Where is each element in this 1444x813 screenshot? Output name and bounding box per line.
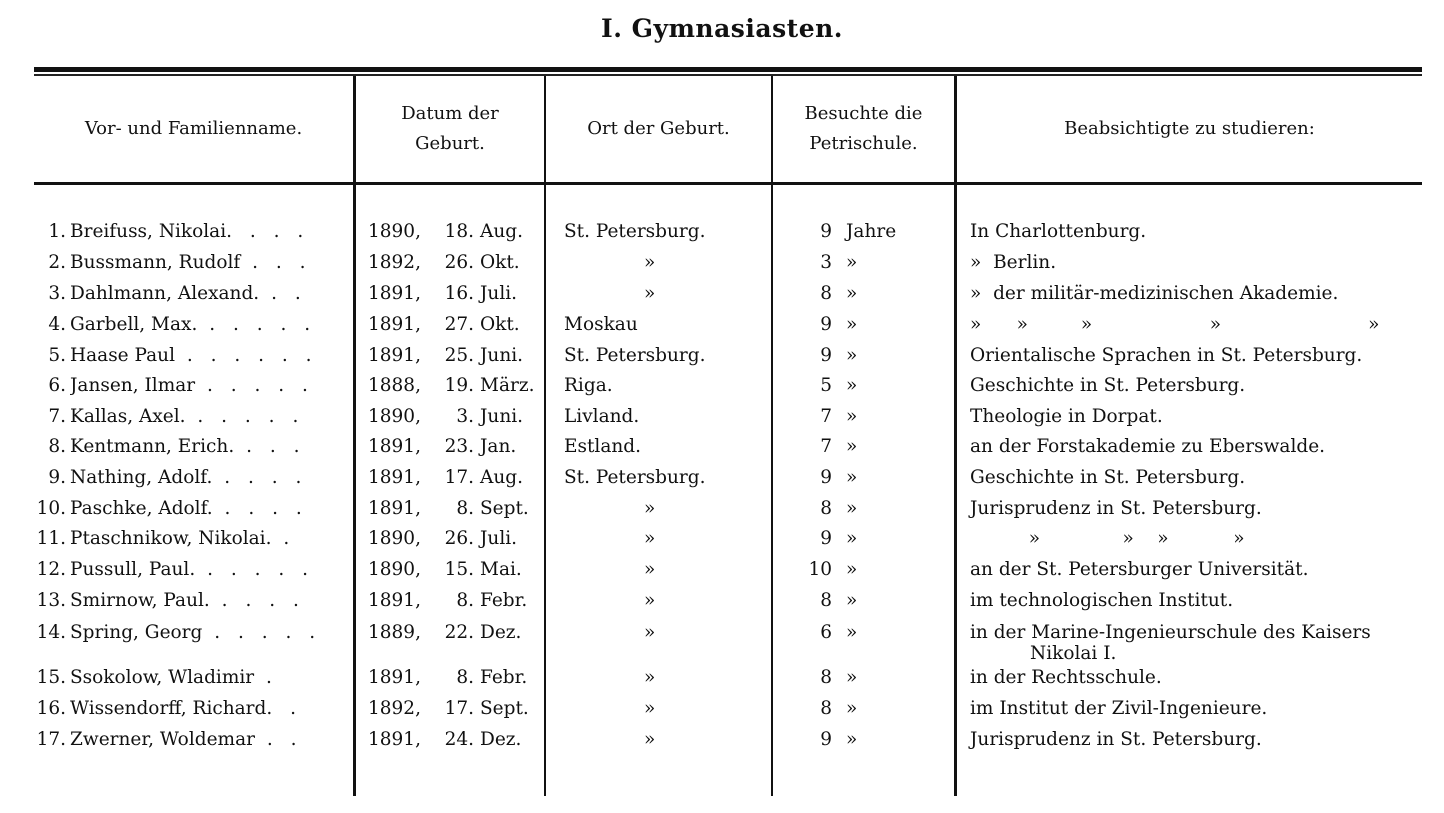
- school-years: 9: [820, 528, 832, 549]
- intended-study-text: in der Rechtsschule.: [970, 667, 1162, 688]
- birth-day: 18.: [444, 221, 474, 242]
- school-years-unit: »: [846, 729, 858, 750]
- birth-month: Aug.: [480, 221, 523, 242]
- birth-year: 1891,: [368, 498, 421, 519]
- school-years: 5: [820, 375, 832, 396]
- intended-study: [970, 557, 1430, 582]
- row-number: 3.: [48, 283, 66, 304]
- row-number: 10.: [36, 498, 66, 519]
- school-years: 7: [820, 406, 832, 427]
- student-name-text: Wissendorff, Richard: [70, 698, 267, 719]
- school-years-unit: »: [846, 406, 858, 427]
- leader-dots: . . . .: [209, 590, 305, 611]
- row-number: 13.: [36, 590, 66, 611]
- intended-study-text: » » » » »: [970, 314, 1380, 335]
- intended-study: [970, 727, 1430, 752]
- table-row: [0, 620, 1444, 664]
- row-number: 17.: [36, 729, 66, 750]
- leader-dots: . . . . . .: [175, 345, 318, 366]
- table-row: [0, 343, 1444, 368]
- birth-day: 27.: [444, 314, 474, 335]
- birth-place: »: [644, 622, 656, 643]
- birth-month: März.: [480, 375, 535, 396]
- birth-place: »: [644, 498, 656, 519]
- intended-study-text: im technologischen Institut.: [970, 590, 1234, 611]
- intended-study-text: Geschichte in St. Petersburg.: [970, 467, 1246, 488]
- student-name-text: Smirnow, Paul.: [70, 590, 210, 611]
- student-name: [70, 343, 342, 368]
- school-years-unit: »: [846, 698, 858, 719]
- birth-place: »: [644, 528, 656, 549]
- intended-study-text: Orientalische Sprachen in St. Petersburg.: [970, 345, 1363, 366]
- row-number: 15.: [36, 667, 66, 688]
- birth-month: Aug.: [480, 467, 523, 488]
- row-number: 1.: [48, 221, 66, 242]
- birth-year: 1891,: [368, 467, 421, 488]
- school-years-unit: »: [846, 345, 858, 366]
- intended-study-text: im Institut der Zivil-Ingenieure.: [970, 698, 1268, 719]
- header-birthdate-line1: Datum der: [401, 103, 499, 124]
- table-row: [0, 557, 1444, 582]
- row-number: 2.: [48, 252, 66, 273]
- birth-month: Jan.: [480, 436, 517, 457]
- header-school-years: [773, 76, 954, 182]
- student-name: [70, 312, 342, 337]
- student-name-text: Ptaschnikow, Nikolai.: [70, 528, 272, 549]
- intended-study: [970, 250, 1430, 275]
- intended-study: [970, 404, 1430, 429]
- table-row: [0, 588, 1444, 613]
- student-name: [70, 465, 342, 490]
- leader-dots: . . . . .: [197, 314, 317, 335]
- leader-dots: . . .: [234, 436, 306, 457]
- school-years: 9: [820, 729, 832, 750]
- birth-place: »: [644, 729, 656, 750]
- birth-place: St. Petersburg.: [564, 221, 706, 242]
- birth-day: 26.: [444, 528, 474, 549]
- intended-study-text: Theologie in Dorpat.: [970, 406, 1163, 427]
- row-number: 4.: [48, 314, 66, 335]
- intended-study: [970, 526, 1430, 551]
- birth-year: 1890,: [368, 528, 421, 549]
- header-birthplace: [546, 76, 771, 182]
- leader-dots: . .: [266, 698, 303, 719]
- school-years: 8: [820, 283, 832, 304]
- student-name: [70, 557, 342, 582]
- school-years: 9: [820, 467, 832, 488]
- header-birthdate-label: [401, 99, 499, 159]
- birth-month: Juli.: [480, 283, 518, 304]
- school-years: 3: [820, 252, 832, 273]
- birth-day: 22.: [444, 622, 474, 643]
- birth-place: »: [644, 252, 656, 273]
- intended-study: [970, 312, 1430, 337]
- intended-study-text: Jurisprudenz in St. Petersburg.: [970, 498, 1262, 519]
- leader-dots: . . . . .: [195, 559, 315, 580]
- student-name: [70, 281, 342, 306]
- birth-month: Febr.: [480, 667, 528, 688]
- birth-year: 1891,: [368, 667, 421, 688]
- birth-month: Okt.: [480, 252, 520, 273]
- school-years-unit: Jahre: [846, 221, 897, 242]
- intended-study: [970, 696, 1430, 721]
- student-name-text: Kentmann, Erich.: [70, 436, 235, 457]
- intended-study-text: » » » »: [970, 528, 1245, 549]
- birth-place: Riga.: [564, 375, 613, 396]
- school-years-unit: »: [846, 667, 858, 688]
- birth-year: 1888,: [368, 375, 421, 396]
- school-years-unit: »: [846, 375, 858, 396]
- table-top-rule: [34, 67, 1422, 72]
- header-birthdate-line2: Geburt.: [415, 133, 485, 154]
- intended-study-text: In Charlottenburg.: [970, 221, 1147, 242]
- student-name-text: Ssokolow, Wladimir: [70, 667, 255, 688]
- school-years-unit: »: [846, 622, 858, 643]
- student-name-text: Breifuss, Nikolai: [70, 221, 227, 242]
- birth-day: 25.: [444, 345, 474, 366]
- birth-place: »: [644, 698, 656, 719]
- leader-dots: . . . . .: [195, 375, 314, 396]
- student-name: [70, 496, 342, 521]
- intended-study: [970, 496, 1430, 521]
- birth-place: »: [644, 590, 656, 611]
- student-name: [70, 434, 342, 459]
- school-years: 6: [820, 622, 832, 643]
- student-name: [70, 665, 342, 690]
- birth-month: Dez.: [480, 729, 522, 750]
- birth-year: 1891,: [368, 345, 421, 366]
- student-name: [70, 250, 342, 275]
- school-years-unit: »: [846, 252, 858, 273]
- student-name: [70, 588, 342, 613]
- school-years-unit: »: [846, 498, 858, 519]
- birth-year: 1890,: [368, 559, 421, 580]
- table-header-rule: [34, 182, 1422, 185]
- row-number: 11.: [36, 528, 66, 549]
- intended-study: [970, 434, 1430, 459]
- school-years: 8: [820, 590, 832, 611]
- birth-month: Mai.: [480, 559, 522, 580]
- school-years-unit: »: [846, 436, 858, 457]
- table-row: [0, 219, 1444, 244]
- leader-dots: . . .: [240, 252, 312, 273]
- birth-month: Febr.: [480, 590, 528, 611]
- intended-study: [970, 620, 1430, 663]
- birth-month: Sept.: [480, 698, 529, 719]
- row-number: 14.: [36, 622, 66, 643]
- student-name-text: Haase Paul: [70, 345, 175, 366]
- header-birthdate: [356, 76, 544, 182]
- intended-study: [970, 281, 1430, 306]
- birth-month: Juni.: [480, 406, 524, 427]
- student-name-text: Paschke, Adolf.: [70, 498, 213, 519]
- school-years-unit: »: [846, 314, 858, 335]
- school-years-unit: »: [846, 283, 858, 304]
- intended-study-text: an der Forstakademie zu Eberswalde.: [970, 436, 1326, 457]
- student-name: [70, 620, 342, 645]
- leader-dots: .: [254, 667, 278, 688]
- intended-study-text: Jurisprudenz in St. Petersburg.: [970, 729, 1262, 750]
- birth-day: 16.: [444, 283, 474, 304]
- birth-day: 15.: [444, 559, 474, 580]
- student-name-text: Pussull, Paul.: [70, 559, 196, 580]
- leader-dots: . . . . .: [202, 622, 322, 643]
- student-name-text: Spring, Georg: [70, 622, 203, 643]
- birth-year: 1889,: [368, 622, 421, 643]
- leader-dots: . . . .: [212, 498, 308, 519]
- birth-place: Estland.: [564, 436, 642, 457]
- leader-dots: . .: [259, 283, 307, 304]
- student-name-text: Kallas, Axel.: [70, 406, 186, 427]
- school-years: 10: [808, 559, 832, 580]
- birth-year: 1891,: [368, 729, 421, 750]
- intended-study: [970, 665, 1430, 690]
- leader-dots: .: [271, 528, 296, 549]
- birth-year: 1892,: [368, 252, 421, 273]
- table-row: [0, 465, 1444, 490]
- birth-month: Dez.: [480, 622, 522, 643]
- table-row: [0, 281, 1444, 306]
- row-number: 6.: [48, 375, 66, 396]
- school-years: 9: [820, 345, 832, 366]
- header-name: [34, 76, 353, 182]
- birth-day: 19.: [444, 375, 474, 396]
- student-name-text: Jansen, Ilmar: [70, 375, 196, 396]
- birth-place: »: [644, 559, 656, 580]
- birth-place: »: [644, 667, 656, 688]
- school-years-unit: »: [846, 528, 858, 549]
- birth-year: 1892,: [368, 698, 421, 719]
- intended-study-continuation: Nikolai I.: [1030, 643, 1117, 664]
- student-name: [70, 219, 342, 244]
- row-number: 16.: [36, 698, 66, 719]
- header-school-years-label: [805, 99, 923, 159]
- table-row: [0, 434, 1444, 459]
- student-name: [70, 727, 342, 752]
- intended-study: [970, 588, 1430, 613]
- row-number: 12.: [36, 559, 66, 580]
- table-row: [0, 404, 1444, 429]
- intended-study: [970, 373, 1430, 398]
- header-school-years-line2: Petrischule.: [809, 133, 918, 154]
- table-row: [0, 250, 1444, 275]
- table-row: [0, 526, 1444, 551]
- birth-day: 17.: [444, 698, 474, 719]
- intended-study-text: in der Marine-Ingenieurschule des Kaisers: [970, 622, 1371, 643]
- student-name-text: Bussmann, Rudolf: [70, 252, 241, 273]
- birth-place: St. Petersburg.: [564, 467, 706, 488]
- birth-year: 1890,: [368, 406, 421, 427]
- row-number: 7.: [48, 406, 66, 427]
- intended-study: [970, 465, 1430, 490]
- school-years: 8: [820, 698, 832, 719]
- school-years: 9: [820, 314, 832, 335]
- student-name-text: Garbell, Max.: [70, 314, 198, 335]
- birth-year: 1891,: [368, 590, 421, 611]
- birth-month: Juni.: [480, 345, 524, 366]
- birth-month: Juli.: [480, 528, 518, 549]
- school-years-unit: »: [846, 467, 858, 488]
- birth-day: 8.: [456, 667, 474, 688]
- leader-dots: . . . .: [226, 221, 310, 242]
- student-name: [70, 526, 342, 551]
- row-number: 8.: [48, 436, 66, 457]
- intended-study: [970, 343, 1430, 368]
- leader-dots: . . . . .: [185, 406, 305, 427]
- intended-study-text: » Berlin.: [970, 252, 1057, 273]
- school-years-unit: »: [846, 590, 858, 611]
- intended-study: [970, 219, 1430, 244]
- birth-month: Sept.: [480, 498, 529, 519]
- page-title: I. Gymnasiasten.: [601, 14, 843, 43]
- table-row: [0, 496, 1444, 521]
- row-number: 9.: [48, 467, 66, 488]
- header-school-years-line1: Besuchte die: [804, 103, 923, 124]
- birth-year: 1891,: [368, 283, 421, 304]
- student-name: [70, 373, 342, 398]
- school-years-unit: »: [846, 559, 858, 580]
- intended-study-text: » der militär-medizinischen Akademie.: [970, 283, 1339, 304]
- student-name-text: Zwerner, Woldemar: [70, 729, 255, 750]
- student-name: [70, 696, 342, 721]
- birth-day: 17.: [444, 467, 474, 488]
- school-years: 8: [820, 498, 832, 519]
- header-intended-study: [957, 76, 1422, 182]
- birth-place: »: [644, 283, 656, 304]
- birth-day: 23.: [444, 436, 474, 457]
- birth-day: 3.: [456, 406, 474, 427]
- table-row: [0, 312, 1444, 337]
- birth-place: Moskau: [564, 314, 638, 335]
- row-number: 5.: [48, 345, 66, 366]
- leader-dots: . .: [254, 729, 303, 750]
- birth-day: 26.: [444, 252, 474, 273]
- birth-day: 8.: [456, 498, 474, 519]
- birth-month: Okt.: [480, 314, 520, 335]
- student-name: [70, 404, 342, 429]
- birth-year: 1891,: [368, 314, 421, 335]
- leader-dots: . . . .: [212, 467, 308, 488]
- birth-day: 24.: [444, 729, 474, 750]
- birth-place: St. Petersburg.: [564, 345, 706, 366]
- school-years: 8: [820, 667, 832, 688]
- school-years: 7: [820, 436, 832, 457]
- table-row: [0, 373, 1444, 398]
- birth-place: Livland.: [564, 406, 640, 427]
- table-row: [0, 665, 1444, 690]
- intended-study-text: an der St. Petersburger Universität.: [970, 559, 1309, 580]
- header-birthplace-label: Ort der Geburt.: [587, 118, 730, 139]
- birth-year: 1891,: [368, 436, 421, 457]
- school-years: 9: [820, 221, 832, 242]
- birth-day: 8.: [456, 590, 474, 611]
- header-intended-study-label: Beabsichtigte zu studieren:: [1064, 118, 1315, 139]
- intended-study-text: Geschichte in St. Petersburg.: [970, 375, 1246, 396]
- student-name-text: Nathing, Adolf.: [70, 467, 213, 488]
- header-name-label: Vor- und Familienname.: [84, 118, 303, 139]
- birth-year: 1890,: [368, 221, 421, 242]
- student-name-text: Dahlmann, Alexand.: [70, 283, 260, 304]
- table-row: [0, 696, 1444, 721]
- table-row: [0, 727, 1444, 752]
